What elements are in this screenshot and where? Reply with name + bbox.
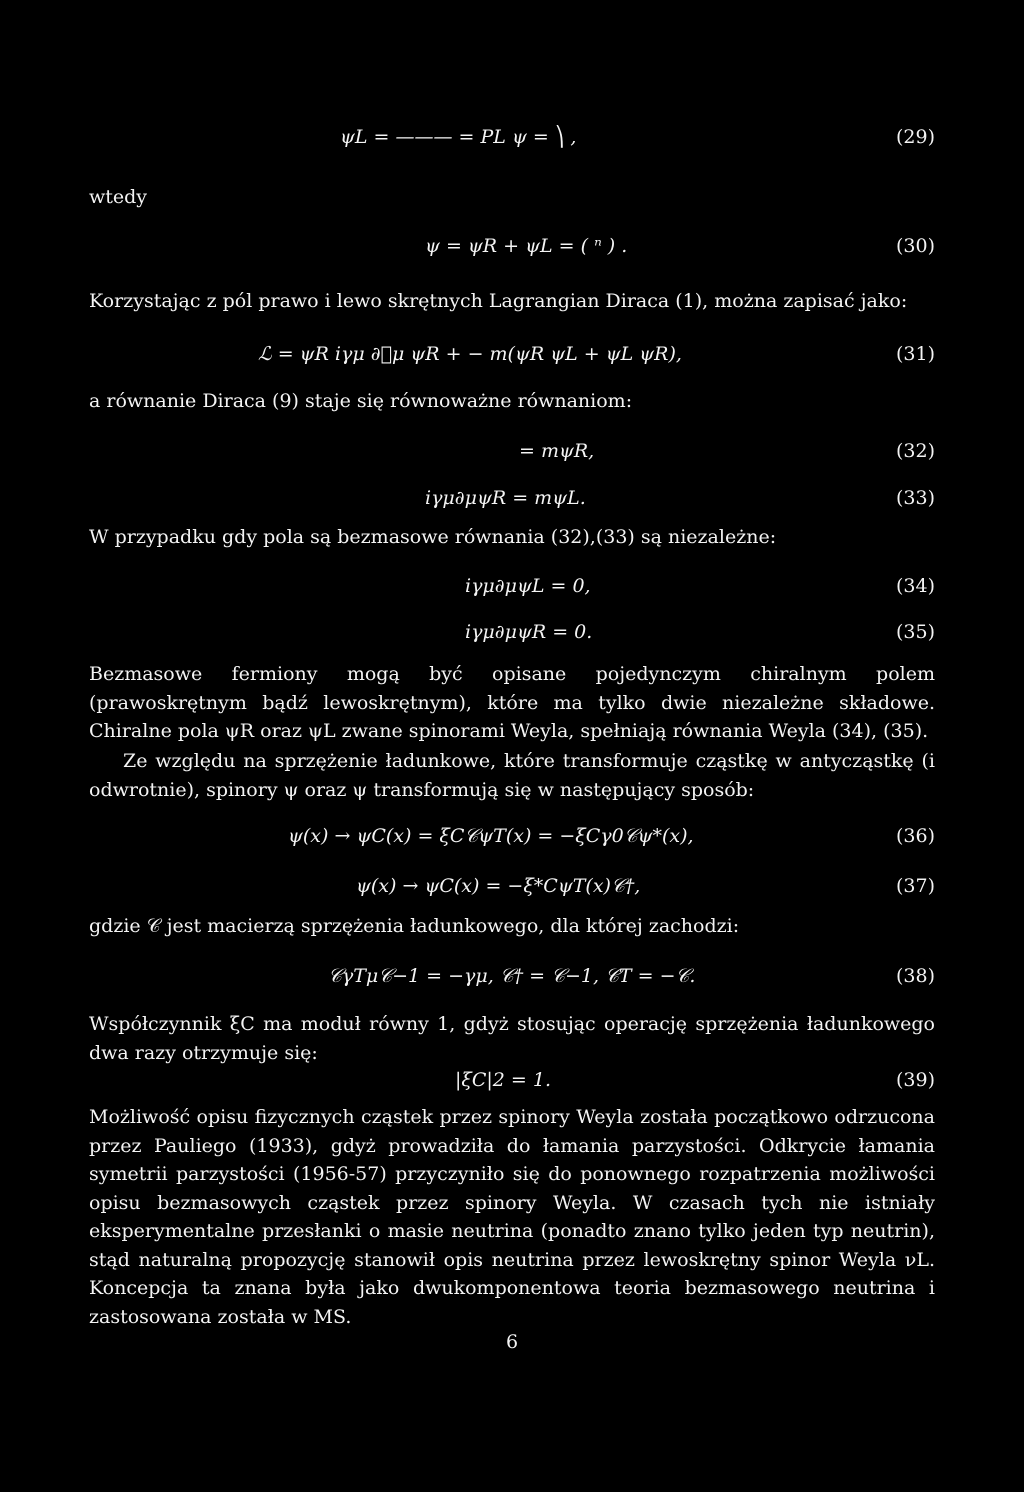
paragraph-charge-conjugation: Ze względu na sprzężenie ładunkowe, które transformuje cząstkę w antycząstkę (i odwrotnie), spinory ψ oraz ψ transformują się w następujący sposób: [89, 750, 935, 801]
equation-36-number: (36) [895, 825, 935, 847]
equation-36: ψ(x) → ψC(x) = ξC𝒞ψT(x) = −ξCγ0𝒞ψ*(x), [288, 825, 694, 847]
equation-39: |ξC|2 = 1. [455, 1069, 552, 1091]
equation-39-number: (39) [895, 1069, 935, 1091]
paragraph-where: gdzie 𝒞 jest macierzą sprzężenia ładunkowego, dla której zachodzi: [89, 915, 740, 937]
equation-33-number: (33) [895, 487, 935, 509]
equation-34: iγμ∂μψL = 0, [465, 575, 591, 597]
equation-31-number: (31) [895, 343, 935, 365]
equation-34-number: (34) [895, 575, 935, 597]
equation-29-number: (29) [895, 126, 935, 148]
equation-31: ℒ = ψR iγμ ∂⃡μ ψR + − m(ψR ψL + ψL ψR), [258, 343, 682, 365]
paragraph-history: Możliwość opisu fizycznych cząstek przez spinory Weyla została początkowo odrzucona przez Pauliego (1933), gdyż prowadziła do łamania parzystości. Odkrycie łamania symetrii parzystości (1956-57) przyczyniło się do ponownego rozpatrzenia możliwości opisu bezmasowych cząstek przez spinory Weyla. W czasach tych nie istniały eksperymentalne przesłanki o masie neutrina (ponadto znano tylko jeden typ neutrin), stąd naturalną propozycję stanowił opis neutrina przez lewoskrętny spinor Weyla νL. Koncepcja ta znana była jako dwukomponentowa teoria bezmasowego neutrina i zastosowana została w MS. [89, 1106, 935, 1328]
paragraph-lagrangian: Korzystając z pól prawo i lewo skrętnych Lagrangian Diraca (1), można zapisać jako: [89, 290, 908, 312]
equation-38: 𝒞γTμ𝒞−1 = −γμ, 𝒞† = 𝒞−1, 𝒞T = −𝒞. [328, 965, 696, 987]
paragraph-dirac: a równanie Diraca (9) staje się równoważne równaniom: [89, 390, 633, 412]
equation-32-number: (32) [895, 440, 935, 462]
equation-33: iγμ∂μψR = mψL. [425, 487, 586, 509]
equation-37: ψ(x) → ψC(x) = −ξ*CψT(x)𝒞†, [356, 875, 641, 897]
word-wtedy: wtedy [89, 186, 148, 208]
equation-30: ψ = ψR + ψL = ( ⁿ ) . [425, 235, 628, 257]
equation-32: = mψR, [519, 440, 595, 462]
equation-29: ψL = ——— = PL ψ = ⎞ , [340, 126, 577, 148]
equation-35-number: (35) [895, 621, 935, 643]
equation-30-number: (30) [895, 235, 935, 257]
paragraph-fermions: Bezmasowe fermiony mogą być opisane pojedynczym chiralnym polem (prawoskrętnym bądź lewoskrętnym), które ma tylko dwie niezależne składowe. Chiralne pola ψR oraz ψL zwane spinorami Weyla, spełniają równania Weyla (34), (35). [89, 663, 935, 742]
page-number: 6 [505, 1331, 519, 1353]
paragraph-massless: W przypadku gdy pola są bezmasowe równania (32),(33) są niezależne: [89, 526, 777, 548]
equation-35: iγμ∂μψR = 0. [465, 621, 593, 643]
equation-37-number: (37) [895, 875, 935, 897]
paragraph-coefficient: Współczynnik ξC ma moduł równy 1, gdyż stosując operację sprzężenia ładunkowego dwa razy otrzymuje się: [89, 1013, 935, 1064]
equation-38-number: (38) [895, 965, 935, 987]
